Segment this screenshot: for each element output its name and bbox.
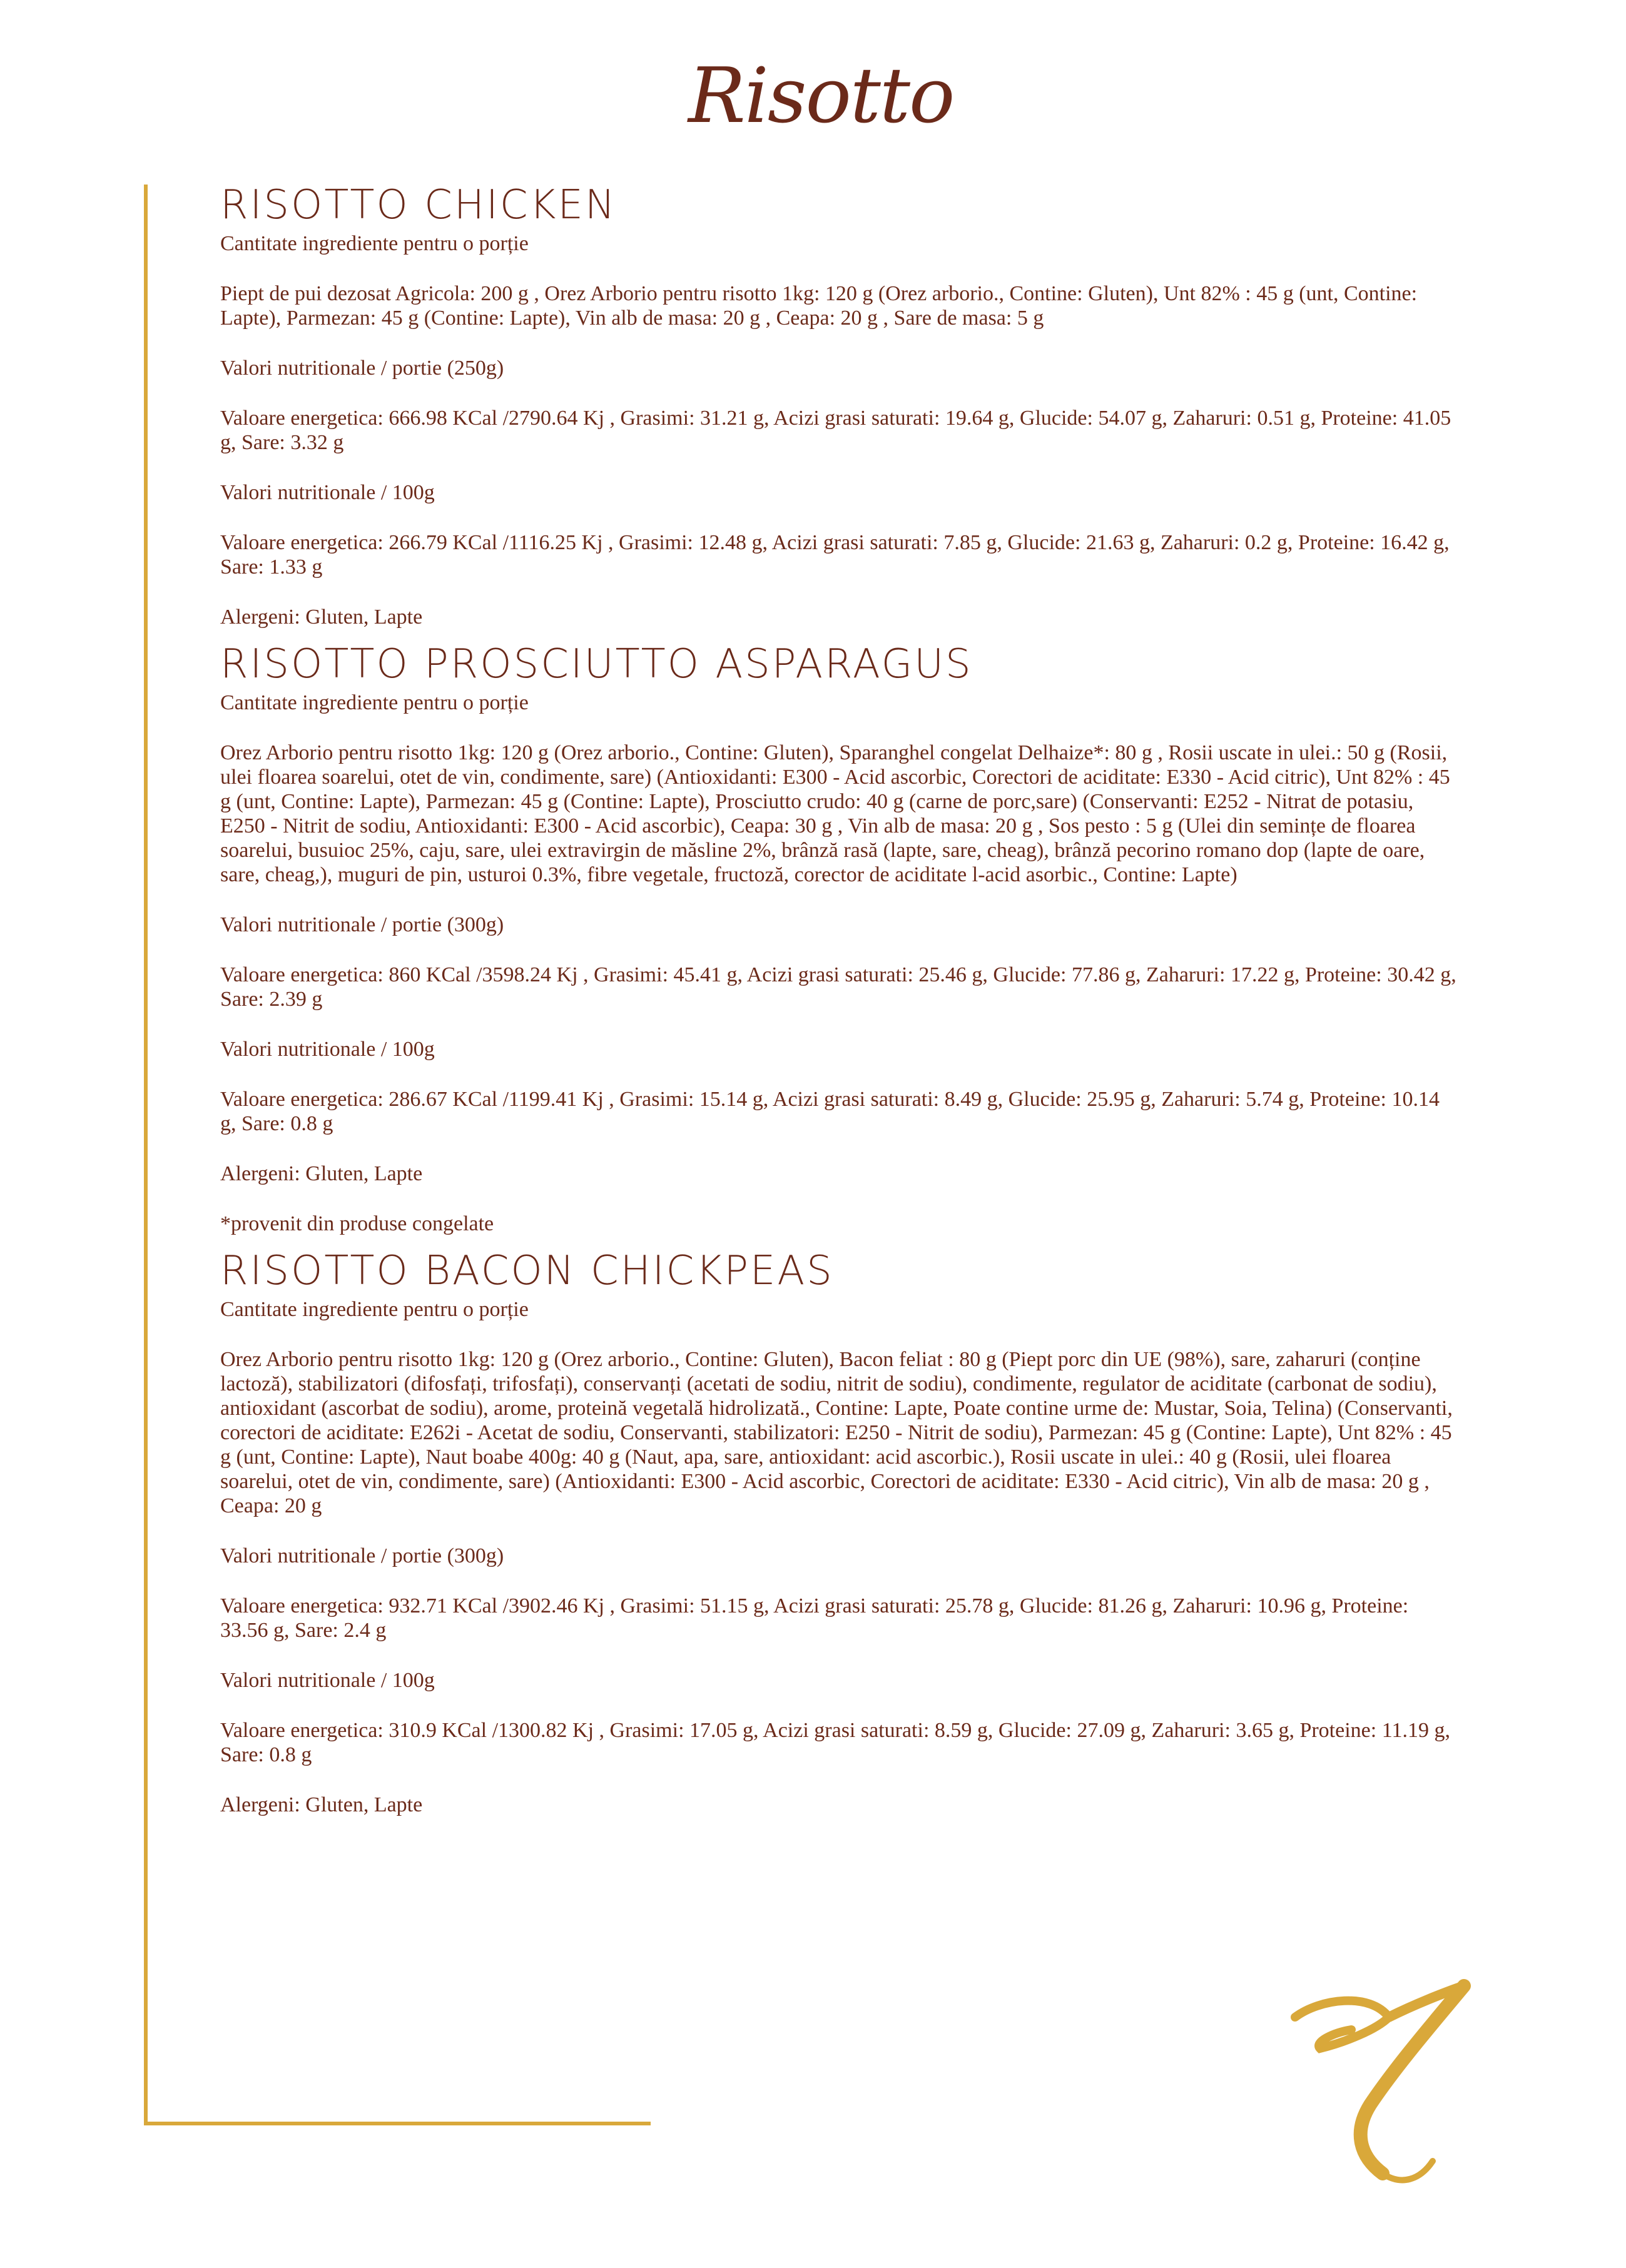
portion-label: Valori nutritionale / portie (300g) (220, 1544, 504, 1567)
recipe-subtitle: Cantitate ingrediente pentru o porție (220, 691, 529, 714)
gold-horizontal-rule (144, 2122, 651, 2125)
recipe-section-chicken (220, 181, 1459, 629)
portion-label: Valori nutritionale / portie (250g) (220, 357, 504, 380)
recipe-subtitle: Cantitate ingrediente pentru o porție (220, 1298, 529, 1321)
per100-label: Valori nutritionale / 100g (220, 481, 435, 504)
recipe-list (220, 181, 1459, 1817)
recipe-title: RISOTTO BACON CHICKPEAS (220, 1248, 834, 1294)
portion-label: Valori nutritionale / portie (300g) (220, 913, 504, 936)
gold-vertical-rule (144, 185, 148, 2125)
per100-label: Valori nutritionale / 100g (220, 1038, 435, 1061)
allergens-text: Alergeni: Gluten, Lapte (220, 1793, 423, 1816)
ingredients-text: Orez Arborio pentru risotto 1kg: 120 g (Orez arborio., Contine: Gluten), Sparanghel congelat Delhaize*: 80 g , Rosii uscate in ulei.: 50 g (Rosii, ulei floarea soarelui, otet de vin, condimente, sare) (Antioxidanti: E300 - Acid ascorbic, Corectori de aciditate: E330 - Acid citric), Unt 82% : 45 g (unt, Contine: Lapte), Parmezan: 45 g (Contine: Lapte), Prosciutto crudo: 40 g (carne de porc,sare) (Conservanti: E252 - Nitrat de potasiu, E250 - Nitrit de sodiu, Antioxidanti: E300 - Acid ascorbic), Ceapa: 30 g , Vin alb de masa: 20 g , Sos pesto : 5 g (Ulei din semințe de floarea soarelui, busuioc 25%, caju, sare, ulei extravirgin de măsline 2%, brânză rasă (lapte, sare, cheag), brânză pecorino romano dop (lapte de oare, sare, cheag,), muguri de pin, usturoi 0.3%, fibre vegetale, fructoză, corector de aciditate l-acid asorbic., Contine: Lapte) (220, 741, 1450, 886)
allergens-text: Alergeni: Gluten, Lapte (220, 605, 423, 629)
per100-values: Valoare energetica: 286.67 KCal /1199.41 Kj , Grasimi: 15.14 g, Acizi grasi saturati: 8.49 g, Glucide: 25.95 g, Zaharuri: 5.74 g, Proteine: 10.14 g, Sare: 0.8 g (220, 1088, 1440, 1135)
ingredients-text: Piept de pui dezosat Agricola: 200 g , Orez Arborio pentru risotto 1kg: 120 g (Orez arborio., Contine: Gluten), Unt 82% : 45 g (unt, Contine: Lapte), Parmezan: 45 g (Contine: Lapte), Vin alb de masa: 20 g , Ceapa: 20 g , Sare de masa: 5 g (220, 282, 1418, 330)
page-number-ornament (1276, 1973, 1489, 2192)
footnote-text: *provenit din produse congelate (220, 1212, 494, 1235)
per100-label: Valori nutritionale / 100g (220, 1669, 435, 1692)
ingredients-text: Orez Arborio pentru risotto 1kg: 120 g (Orez arborio., Contine: Gluten), Bacon feliat : 80 g (Piept porc din UE (98%), sare, zaharuri (conține lactoză), stabilizatori (difosfați, trifosfați), conservanți (acetati de sodiu, nitrit de sodiu), condimente, regulator de aciditate (carbonat de sodiu), antioxidant (ascorbat de sodiu), arome, proteină vegetală hidrolizată., Contine: Lapte, Poate contine urme de: Mustar, Soia, Telina) (Conservanti, corectori de aciditate: E262i - Acetat de sodiu, Conservanti, stabilizatori: E250 - Nitrit de sodiu), Parmezan: 45 g (Contine: Lapte), Unt 82% : 45 g (unt, Contine: Lapte), Naut boabe 400g: 40 g (Naut, apa, sare, antioxidant: acid ascorbic.), Rosii uscate in ulei.: 40 g (Rosii, ulei floarea soarelui, otet de vin, condimente, sare) (Antioxidanti: E300 - Acid ascorbic, Corectori de aciditate: E330 - Acid citric), Vin alb de masa: 20 g , Ceapa: 20 g (220, 1348, 1453, 1517)
portion-values: Valoare energetica: 666.98 KCal /2790.64 Kj , Grasimi: 31.21 g, Acizi grasi saturati: 19.64 g, Glucide: 54.07 g, Zaharuri: 0.51 g, Proteine: 41.05 g, Sare: 3.32 g (220, 407, 1451, 454)
portion-values: Valoare energetica: 932.71 KCal /3902.46 Kj , Grasimi: 51.15 g, Acizi grasi saturati: 25.78 g, Glucide: 81.26 g, Zaharuri: 10.96 g, Proteine: 33.56 g, Sare: 2.4 g (220, 1594, 1409, 1642)
recipe-title: RISOTTO PROSCIUTTO ASPARAGUS (220, 641, 973, 687)
page-title: Risotto (688, 51, 954, 140)
per100-values: Valoare energetica: 266.79 KCal /1116.25 Kj , Grasimi: 12.48 g, Acizi grasi saturati: 7.85 g, Glucide: 21.63 g, Zaharuri: 0.2 g, Proteine: 16.42 g, Sare: 1.33 g (220, 531, 1450, 579)
recipe-section-bacon (220, 1247, 1459, 1817)
allergens-text: Alergeni: Gluten, Lapte (220, 1162, 423, 1185)
recipe-title: RISOTTO CHICKEN (220, 182, 617, 228)
recipe-subtitle: Cantitate ingrediente pentru o porție (220, 232, 529, 255)
recipe-section-prosciutto (220, 640, 1459, 1236)
per100-values: Valoare energetica: 310.9 KCal /1300.82 Kj , Grasimi: 17.05 g, Acizi grasi saturati: 8.59 g, Glucide: 27.09 g, Zaharuri: 3.65 g, Proteine: 11.19 g, Sare: 0.8 g (220, 1719, 1450, 1766)
portion-values: Valoare energetica: 860 KCal /3598.24 Kj , Grasimi: 45.41 g, Acizi grasi saturati: 25.46 g, Glucide: 77.86 g, Zaharuri: 17.22 g, Proteine: 30.42 g, Sare: 2.39 g (220, 963, 1456, 1011)
